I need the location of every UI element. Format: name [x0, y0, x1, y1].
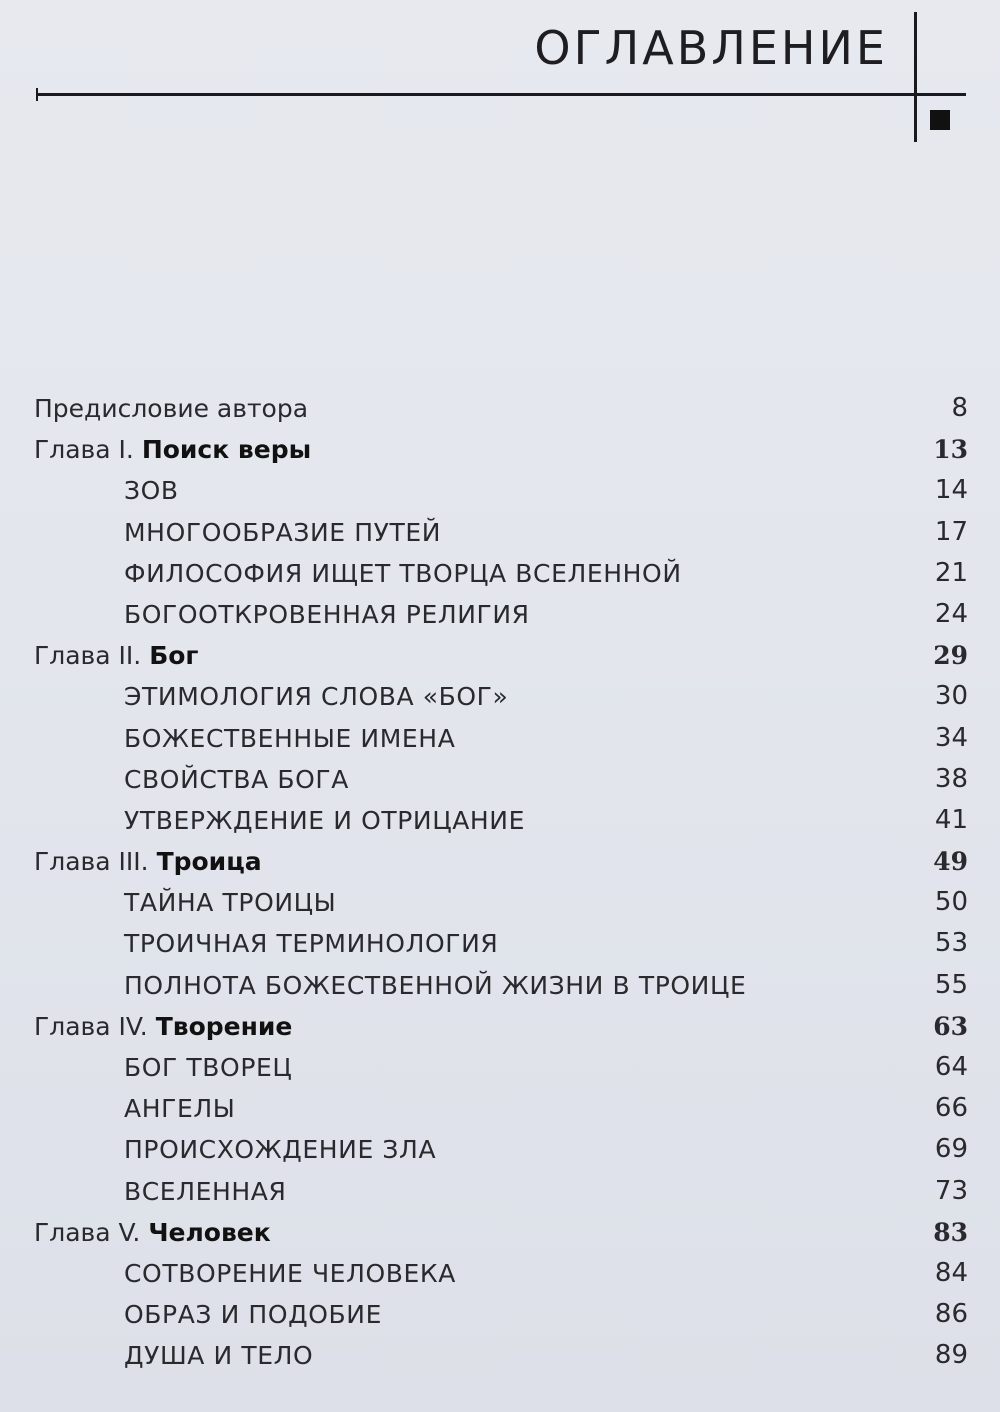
toc-page-number: 73: [934, 1175, 968, 1206]
toc-page-number: 64: [934, 1052, 968, 1082]
toc-chapter-prefix: Глава II.: [34, 641, 150, 671]
square-marker-icon: [930, 110, 950, 130]
toc-chapter-row: [0, 635, 1000, 676]
toc-page-number: 38: [934, 763, 968, 794]
toc-section-row: [0, 1129, 1000, 1170]
toc-chapter-title: [34, 1006, 292, 1047]
toc-section-title: БОЖЕСТВЕННЫЕ ИМЕНА: [124, 723, 456, 753]
toc-section-title: БОГ ТВОРЕЦ: [124, 1053, 293, 1082]
toc-chapter-name: Троица: [156, 847, 262, 877]
toc-section-title: СОТВОРЕНИЕ ЧЕЛОВЕКА: [124, 1258, 456, 1288]
toc-page-number: 14: [934, 475, 968, 506]
toc-page-number: 50: [934, 887, 968, 918]
toc-section-row: [0, 676, 1000, 717]
toc-page-number: 89: [934, 1340, 968, 1371]
toc-section-title: ОБРАЗ И ПОДОБИЕ: [124, 1300, 382, 1330]
toc-chapter-name: Человек: [148, 1217, 271, 1247]
toc-section-row: [0, 553, 1000, 594]
toc-section-row: [0, 512, 1000, 553]
toc-page-number: 83: [933, 1217, 968, 1247]
toc-page-number: 29: [933, 641, 968, 671]
toc-chapter-name: Поиск веры: [141, 435, 312, 465]
toc-chapter-row: [0, 429, 1000, 470]
toc-page-number: 30: [934, 681, 968, 712]
toc-section-title: СВОЙСТВА БОГА: [124, 764, 349, 794]
page-title: ОГЛАВЛЕНИЕ: [534, 21, 888, 75]
toc-chapter-title: [34, 429, 311, 470]
toc-page-number: 84: [934, 1257, 968, 1288]
toc-section-row: [0, 1294, 1000, 1335]
toc-chapter-row: [0, 1212, 1000, 1253]
toc-section-row: [0, 1171, 1000, 1212]
toc-section-title: ТРОИЧНАЯ ТЕРМИНОЛОГИЯ: [124, 929, 499, 959]
toc-section-title: ФИЛОСОФИЯ ИЩЕТ ТВОРЦА ВСЕЛЕННОЙ: [124, 558, 682, 588]
toc-intro-row: [0, 388, 1000, 429]
toc-section-row: [0, 923, 1000, 964]
header-rule-vertical: [914, 12, 917, 142]
toc-page-number: 69: [934, 1134, 968, 1165]
toc-page-number: 17: [934, 516, 968, 547]
toc-chapter-title: [34, 635, 198, 676]
header-rule-horizontal: [36, 93, 966, 96]
toc-chapter-title: [34, 841, 262, 882]
toc-section-title: ЭТИМОЛОГИЯ СЛОВА «БОГ»: [124, 682, 509, 712]
toc-page-number: 21: [934, 557, 968, 588]
toc-chapter-title: [34, 1212, 271, 1253]
toc-section-row: [0, 594, 1000, 635]
toc-section-row: [0, 470, 1000, 511]
toc-page-number: 34: [934, 722, 968, 753]
toc-section-title: ПОЛНОТА БОЖЕСТВЕННОЙ ЖИЗНИ В ТРОИЦЕ: [124, 970, 747, 1000]
toc-section-title: МНОГООБРАЗИЕ ПУТЕЙ: [124, 517, 442, 547]
table-of-contents: [0, 388, 1000, 1377]
toc-section-title: БОГООТКРОВЕННАЯ РЕЛИГИЯ: [124, 599, 530, 629]
toc-section-row: [0, 882, 1000, 923]
toc-chapter-row: [0, 1006, 1000, 1047]
toc-section-title: ВСЕЛЕННАЯ: [124, 1176, 287, 1206]
toc-chapter-name: Творение: [155, 1011, 293, 1041]
toc-section-title: ДУША И ТЕЛО: [124, 1341, 314, 1371]
toc-section-row: [0, 1047, 1000, 1088]
toc-section-title: УТВЕРЖДЕНИЕ И ОТРИЦАНИЕ: [124, 805, 526, 835]
toc-intro-title: Предисловие автора: [34, 394, 309, 423]
toc-section-title: ПРОИСХОЖДЕНИЕ ЗЛА: [124, 1135, 437, 1165]
toc-chapter-name: Бог: [149, 641, 199, 671]
toc-section-title: ЗОВ: [124, 476, 179, 506]
toc-page-number: 66: [934, 1093, 968, 1124]
toc-page-number: 86: [934, 1299, 968, 1330]
toc-section-row: [0, 1088, 1000, 1129]
toc-page-number: 53: [934, 928, 968, 959]
toc-page-number: 13: [933, 435, 968, 465]
toc-section-row: [0, 1335, 1000, 1376]
toc-section-row: [0, 965, 1000, 1006]
toc-chapter-row: [0, 841, 1000, 882]
toc-page-number: 24: [934, 598, 968, 629]
toc-page-number: 63: [933, 1011, 968, 1041]
toc-page-number: 55: [934, 969, 968, 1000]
toc-section-title: АНГЕЛЫ: [124, 1094, 236, 1124]
toc-chapter-prefix: Глава V.: [34, 1217, 149, 1247]
toc-section-row: [0, 759, 1000, 800]
toc-chapter-prefix: Глава I.: [34, 435, 142, 465]
toc-page-number: 49: [933, 847, 968, 877]
toc-page-number: 41: [934, 804, 968, 835]
toc-page-number: 8: [951, 393, 968, 423]
toc-section-row: [0, 800, 1000, 841]
toc-chapter-prefix: Глава III.: [34, 847, 157, 877]
toc-section-row: [0, 718, 1000, 759]
toc-section-title: ТАЙНА ТРОИЦЫ: [124, 888, 337, 918]
toc-chapter-prefix: Глава IV.: [34, 1011, 156, 1041]
toc-section-row: [0, 1253, 1000, 1294]
